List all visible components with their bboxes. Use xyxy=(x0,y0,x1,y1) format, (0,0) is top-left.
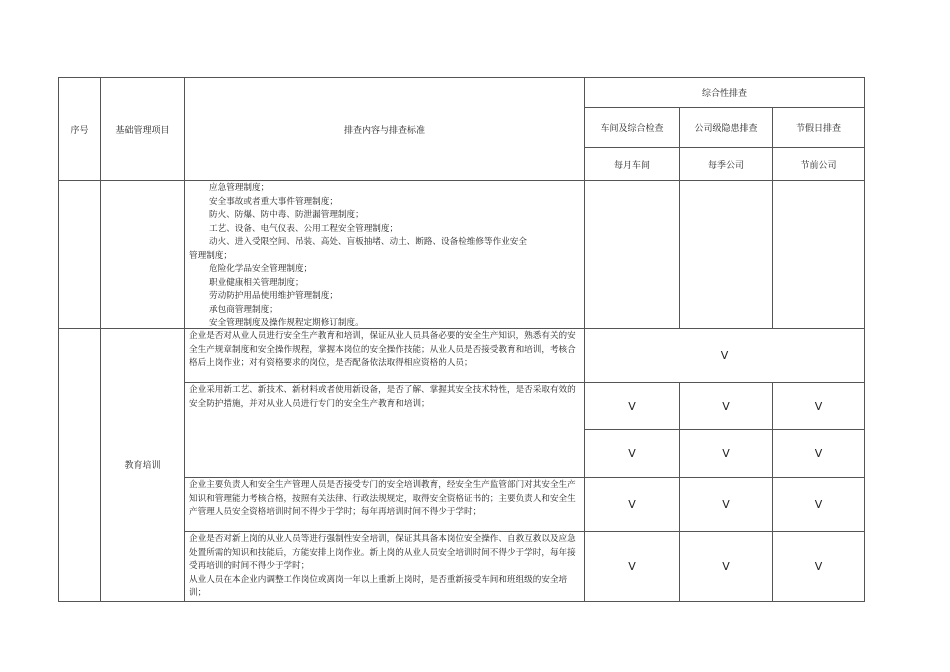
category-education-training: 教育培训 xyxy=(101,329,185,602)
header-comprehensive: 综合性排查 xyxy=(585,78,865,108)
check-mark: V xyxy=(680,478,773,532)
list-item: 劳动防护用品使用维护管理制度； xyxy=(209,291,338,301)
check-mark: V xyxy=(585,430,680,478)
freq-monthly: 每月车间 xyxy=(585,148,680,181)
check-mark: V xyxy=(773,430,865,478)
check-cell xyxy=(773,181,865,329)
list-item: 管理制度； xyxy=(189,250,232,261)
check-mark: V xyxy=(585,383,680,430)
list-item: 承包商管理制度； xyxy=(209,304,278,315)
list-item: 安全事故或者重大事件管理制度； xyxy=(209,196,338,207)
check-mark: V xyxy=(585,532,680,602)
header-monthly-check: 车间及综合检查 xyxy=(585,108,680,148)
check-mark: V xyxy=(680,532,773,602)
list-item: 动火、进入受限空间、吊装、高处、盲板抽堵、动土、断路、设备检维修等作业安全 xyxy=(209,237,527,247)
seq-cell xyxy=(59,181,101,329)
list-item: 工艺、设备、电气仪表、公用工程安全管理制度； xyxy=(209,223,399,234)
freq-holiday: 节前公司 xyxy=(773,148,865,181)
header-item: 基础管理项目 xyxy=(101,78,185,181)
check-mark: V xyxy=(773,383,865,430)
header-content: 排查内容与排查标准 xyxy=(185,78,585,181)
check-cell xyxy=(585,181,680,329)
list-item: 安全管理制度及操作规程定期修订制度。 xyxy=(209,318,364,328)
list-item: 职业健康相关管理制度； xyxy=(209,277,304,288)
check-mark: V xyxy=(680,383,773,430)
check-mark: V xyxy=(773,532,865,602)
list-item: 防火、防爆、防中毒、防泄漏管理制度； xyxy=(209,210,364,220)
item-cell xyxy=(101,181,185,329)
check-mark: V xyxy=(585,478,680,532)
check-mark: V xyxy=(585,329,865,383)
seq-cell xyxy=(59,329,101,602)
inspection-table xyxy=(58,77,865,602)
list-item: 危险化学品安全管理制度； xyxy=(209,264,313,274)
content-cell: 企业主要负责人和安全生产管理人员是否接受专门的安全培训教育，经安全生产监管部门对其安全生产知识和管理能力考核合格，按照有关法律、行政法规规定，取得安全资格证书的；主要负责人和安全生产管理人员安全资格培训时间不得少于学时；每年再培训时间不得少于学时； xyxy=(185,478,585,532)
management-rules-list xyxy=(189,182,580,328)
paragraph: 企业是否对新上岗的从业人员等进行强制性安全培训，保证其具备本岗位安全操作、自救互救以及应急处置所需的知识和技能后，方能安排上岗作业。新上岗的从业人员安全培训时间不得少于学时，每年接受再培训的时间不得少于学时； xyxy=(189,534,576,571)
content-cell xyxy=(185,532,585,602)
paragraph: 从业人员在本企业内调整工作岗位或离岗一年以上重新上岗时，是否重新接受车间和班组级的安全培训； xyxy=(189,574,568,598)
header-company-check: 公司级隐患排查 xyxy=(680,108,773,148)
check-cell xyxy=(680,181,773,329)
content-cell: 企业是否对从业人员进行安全生产教育和培训，保证从业人员具备必要的安全生产知识，熟悉有关的安全生产规章制度和安全操作规程，掌握本岗位的安全操作技能；从业人员是否接受教育和培训，考核合格后上岗作业；对有资格要求的岗位，是否配备依法取得相应资格的人员； xyxy=(185,329,585,383)
header-holiday-check: 节假日排查 xyxy=(773,108,865,148)
check-mark: V xyxy=(680,430,773,478)
freq-quarterly: 每季公司 xyxy=(680,148,773,181)
check-mark: V xyxy=(773,478,865,532)
content-cell xyxy=(185,181,585,329)
content-cell: 企业采用新工艺、新技术、新材料或者使用新设备，是否了解、掌握其安全技术特性，是否采取有效的安全防护措施，并对从业人员进行专门的安全生产教育和培训； xyxy=(185,383,585,478)
list-item: 应急管理制度； xyxy=(209,183,270,193)
header-seq: 序号 xyxy=(59,78,101,181)
